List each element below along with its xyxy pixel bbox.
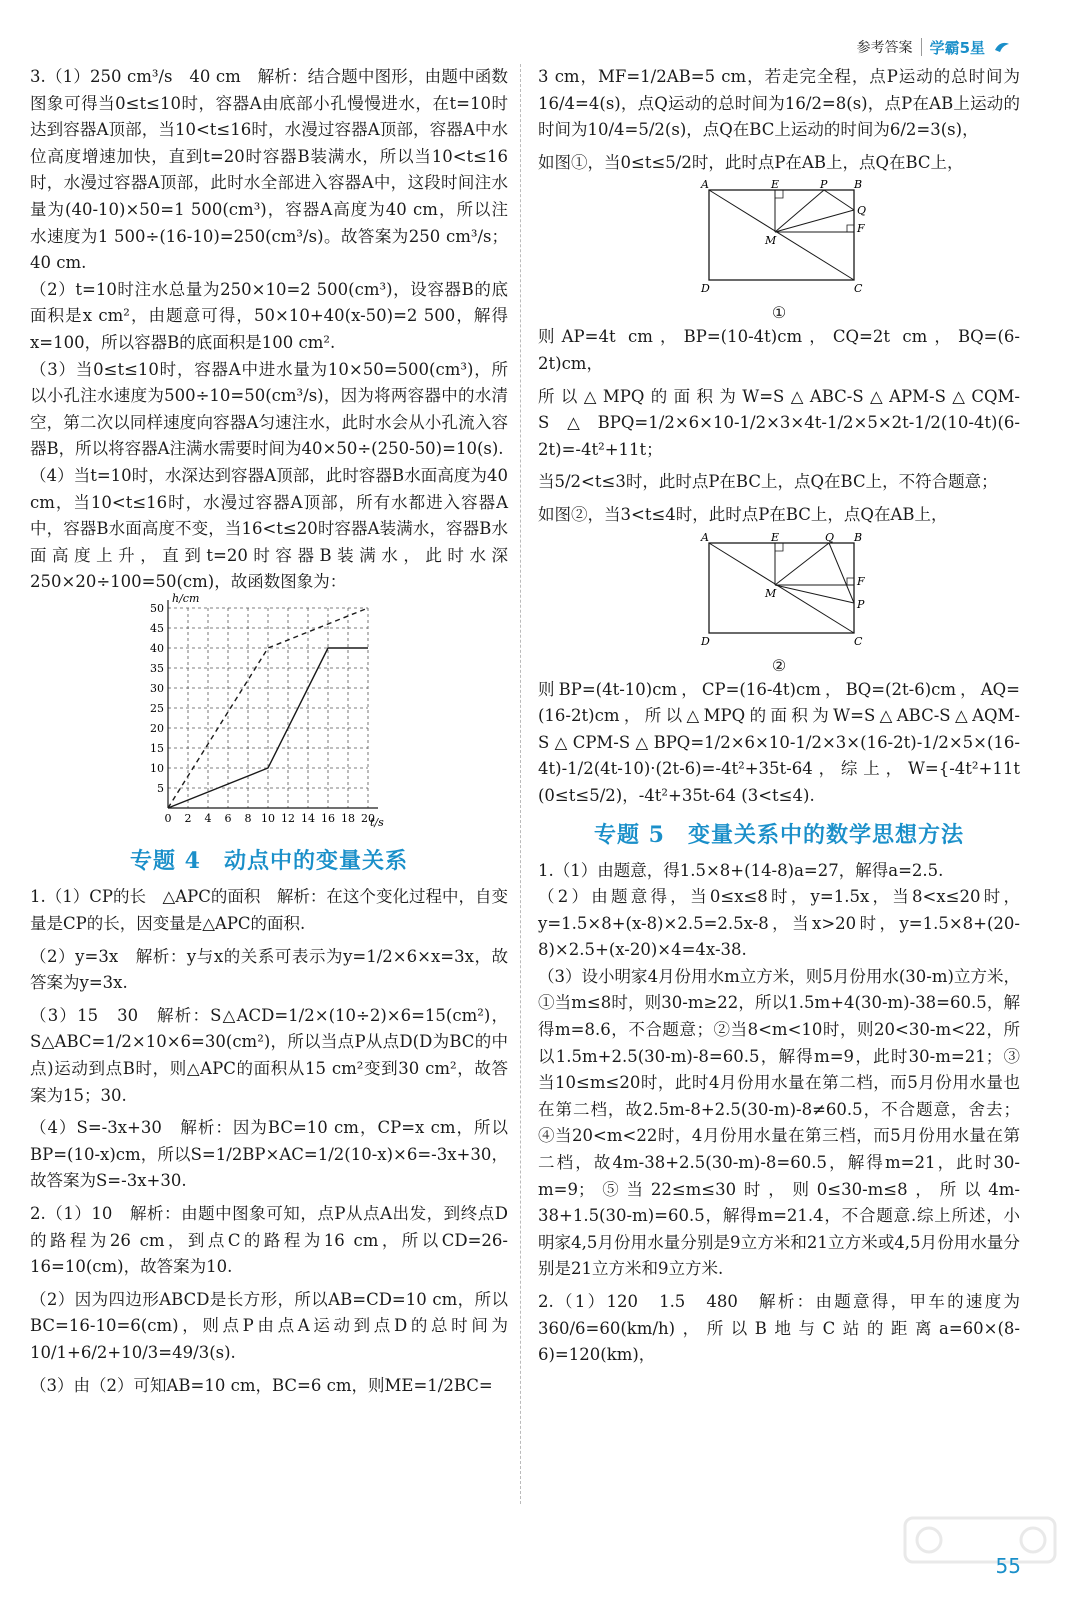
fig2-label-Q: Q (825, 530, 835, 544)
fig1-label-E: E (771, 178, 780, 192)
fig1-label-M: M (765, 234, 777, 248)
x-axis-label: t/s (370, 815, 384, 829)
x-tick-label: 2 (184, 811, 192, 825)
fig2-label-M: M (765, 586, 777, 600)
y-tick-label: 25 (150, 701, 164, 715)
s5-q1-a: 1.（1）由题意，得1.5×8+(14-8)a=27，解得a=2.5. (538, 860, 944, 880)
fig2-label-P: P (857, 597, 865, 611)
header-label: 参考答案 (856, 40, 913, 56)
s4-q1-part3: （3）15 30 解析：S△ACD=1/2×(10÷2)×6=15(cm²)，S△ABC=1/2×10×6=30(cm²)，所以当点P从点D(D为BC的中点)运动到点B时，则△APC的面积从15 cm²变到30 cm²，故答案为15；30. (30, 1005, 508, 1105)
s4-q1-part1: 1.（1）CP的长 △APC的面积 解析：在这个变化过程中，自变量是CP的长，因变量是△APC的面积. (30, 887, 508, 934)
q3-part3: （3）当0≤t≤10时，容器A中进水量为10×50=500(cm³)，所以小孔注水速度为500÷10=50(cm³/s)，因为将两容器中的水清空，第二次以同样速度向容器A匀速注水，此时水会从小孔流入容器B，所以将容器A注满水需要时间为40×50÷(250-50)=10(s). (30, 359, 508, 459)
q3-part4: （4）当t=10时，水深达到容器A顶部，此时容器B水面高度为40 cm，当10<t≤16时，水漫过容器A顶部，所有水都进入容器A中，容器B水面高度不变，当16<t≤20时容器A装满水，容器B水面高度上升，直到t=20时容器B装满水，此时水深250×20÷100=50(cm)，故函数图象为： (30, 465, 508, 592)
x-tick-label: 10 (261, 811, 275, 825)
r-p1-b: 如图①，当0≤t≤5/2时，此时点P在AB上，点Q在BC上， (538, 152, 964, 172)
s4-q1-part2: （2）y=3x 解析：y与x的关系可表示为y=1/2×6×x=3x，故答案为y=3x. (30, 946, 508, 993)
fig1-label-B: B (854, 178, 863, 192)
fig1-label-C: C (854, 282, 863, 296)
figure-1-label: ① (771, 303, 787, 323)
fig2-label-D: D (701, 634, 710, 648)
fig2-label-C: C (854, 634, 863, 648)
r-p1-a: 3 cm，MF=1/2AB=5 cm，若走完全程，点P运动的总时间为16/4=4(s)，点Q运动的总时间为16/2=8(s)，点P在AB上运动的时间为10/4=5/2(s)，点Q在BC上运动的时间为6/2=3(s)， (538, 67, 1020, 140)
y-tick-label: 50 (150, 601, 164, 615)
header-brand: 学霸5星 (929, 38, 985, 57)
figure-2-label: ② (771, 655, 787, 675)
fig2-label-F: F (857, 574, 865, 588)
x-tick-label: 0 (164, 811, 172, 825)
x-tick-label: 20 (361, 811, 375, 825)
fig2-label-E: E (771, 530, 780, 544)
y-tick-label: 35 (150, 661, 164, 675)
x-tick-label: 14 (301, 811, 315, 825)
chart-svg (140, 591, 384, 829)
r-p2-c: 当5/2<t≤3时，此时点P在BC上，点Q在BC上，不符合题意； (538, 472, 998, 492)
s4-q2-part2: （2）因为四边形ABCD是长方形，所以AB=CD=10 cm，所以BC=16-10=6(cm)，则点P由点A运动到点D的总时间为10/1+6/2+10/3=49/3(s). (30, 1289, 508, 1362)
left-column (30, 64, 508, 1399)
r-p2-b: 所以△MPQ的面积为W=S△ABC-S△APM-S△CQM-S△BPQ=1/2×6×10-1/2×3×4t-1/2×5×2t-1/2(10-4t)(6-2t)=-4t²+11t； (538, 386, 1020, 459)
figure-2 (689, 530, 869, 653)
x-tick-label: 18 (341, 811, 355, 825)
s4-q1-part4: （4）S=-3x+30 解析：因为BC=10 cm，CP=x cm，所以BP=(10-x)cm，所以S=1/2BP×AC=1/2(10-x)×6=-3x+30，故答案为S=-3x+30. (30, 1118, 508, 1191)
fig1-label-Q: Q (857, 204, 867, 218)
y-tick-label: 15 (150, 741, 164, 755)
y-tick-label: 5 (157, 781, 164, 795)
page-number: 55 (995, 1554, 1021, 1578)
brand-bird-icon (993, 38, 1011, 56)
y-tick-label: 30 (150, 681, 164, 695)
x-tick-label: 8 (244, 811, 252, 825)
fig2-label-B: B (854, 530, 863, 544)
y-tick-label: 20 (150, 721, 164, 735)
x-tick-label: 16 (321, 811, 335, 825)
column-divider (520, 64, 521, 1504)
s4-q2-part1: 2.（1）10 解析：由题中图象可知，点P从点A出发，到终点D的路程为26 cm，到点C的路程为16 cm，所以CD=26-16=10(cm)，故答案为10. (30, 1204, 508, 1277)
fig1-label-F: F (857, 222, 865, 236)
header-separator (921, 38, 922, 56)
section-4-title: 专题 4 动点中的变量关系 (130, 848, 408, 875)
q3-part1: 3.（1）250 cm³/s 40 cm 解析：结合题中图形，由题中函数图象可得当0≤t≤10时，容器A由底部小孔慢慢进水，在t=10时达到容器A顶部，当10<t≤16时，水漫过容器A顶部，容器A中水位高度增速加快，直到t=20时容器B装满水，所以当10<t≤16时，水漫过容器A顶部，此时水全部进入容器A中，这段时间注水量为(40-10)×50=1 500(cm³)，容器A高度为40 cm，所以注水速度为1 500÷(16-10)=250(cm³/s)。故答案为250 cm³/s；40 cm. (30, 67, 508, 273)
x-tick-label: 12 (281, 811, 295, 825)
function-chart (140, 591, 508, 837)
section-5-title: 专题 5 变量关系中的数学思想方法 (594, 821, 964, 848)
right-column (538, 64, 1020, 1369)
q3-part2: （2）t=10时注水总量为250×10=2 500(cm³)，设容器B的底面积是x cm²，由题意可得，50×10+40(x-50)=2 500，解得x=100，所以容器B的底面积是100 cm². (30, 279, 508, 352)
s4-q2-part3: （3）由（2）可知AB=10 cm，BC=6 cm，则ME=1/2BC= (30, 1375, 493, 1395)
watermark-stamp (901, 1510, 1061, 1570)
fig1-label-A: A (701, 178, 709, 192)
x-tick-label: 4 (204, 811, 212, 825)
fig1-label-D: D (701, 282, 710, 296)
s5-q1-c: （3）设小明家4月份用水m立方米，则5月份用水(30-m)立方米，①当m≤8时，则30-m≥22，所以1.5m+4(30-m)-38=60.5，解得m=8.6，不合题意；②当8<m<10时，则20<30-m<22，所以1.5m+2.5(30-m)-8=60.5，解得m=9，此时30-m=21；③当10≤m≤20时，此时4月份用水量在第二档，而5月份用水量也在第二档，故2.5m-8+2.5(30-m)-8≠60.5，不合题意，舍去；④当20<m<22时，4月份用水量在第三档，而5月份用水量在第二档，故4m-38+2.5(30-m)-8=60.5，解得m=21，此时30-m=9；⑤当22≤m≤30时，则0≤30-m≤8，所以4m-38+1.5(30-m)=60.5，解得m=21.4，不合题意.综上所述，小明家4,5月份用水量分别是9立方米和21立方米或4,5月份用水量分别是21立方米和9立方米. (538, 966, 1020, 1279)
y-tick-label: 10 (150, 761, 164, 775)
r-p2-d: 如图②，当3<t≤4时，此时点P在BC上，点Q在AB上， (538, 504, 948, 524)
s5-q2-a: 2.（1）120 1.5 480 解析：由题意得，甲车的速度为360/6=60(km/h)，所以B地与C站的距离a=60×(8-6)=120(km)， (538, 1292, 1020, 1365)
y-tick-label: 40 (150, 641, 164, 655)
fig2-label-A: A (701, 530, 709, 544)
fig1-label-P: P (820, 178, 828, 192)
page-header (857, 34, 1011, 60)
y-tick-label: 45 (150, 621, 164, 635)
y-axis-label: h/cm (172, 591, 200, 605)
r-p2-a: 则AP=4t cm，BP=(10-4t)cm，CQ=2t cm，BQ=(6-2t)cm， (538, 327, 1020, 373)
x-tick-label: 6 (224, 811, 232, 825)
s5-q1-b: （2）由题意得，当0≤x≤8时，y=1.5x，当8<x≤20时，y=1.5×8+(x-8)×2.5=2.5x-8，当x>20时，y=1.5×8+(20-8)×2.5+(x-20)×4=4x-38. (538, 887, 1020, 960)
r-p3: 则BP=(4t-10)cm，CP=(16-4t)cm，BQ=(2t-6)cm，AQ=(16-2t)cm，所以△MPQ的面积为W=S△ABC-S△AQM-S△CPM-S△BPQ=1/2×6×10-1/2×3×(16-2t)-1/2×5×(16-4t)-1/2(4t-10)·(2t-6)=-4t²+35t-64，综上，W={-4t²+11t (0≤t≤5/2)，-4t²+35t-64 (3<t≤4). (538, 679, 1020, 805)
figure-1 (689, 180, 869, 300)
